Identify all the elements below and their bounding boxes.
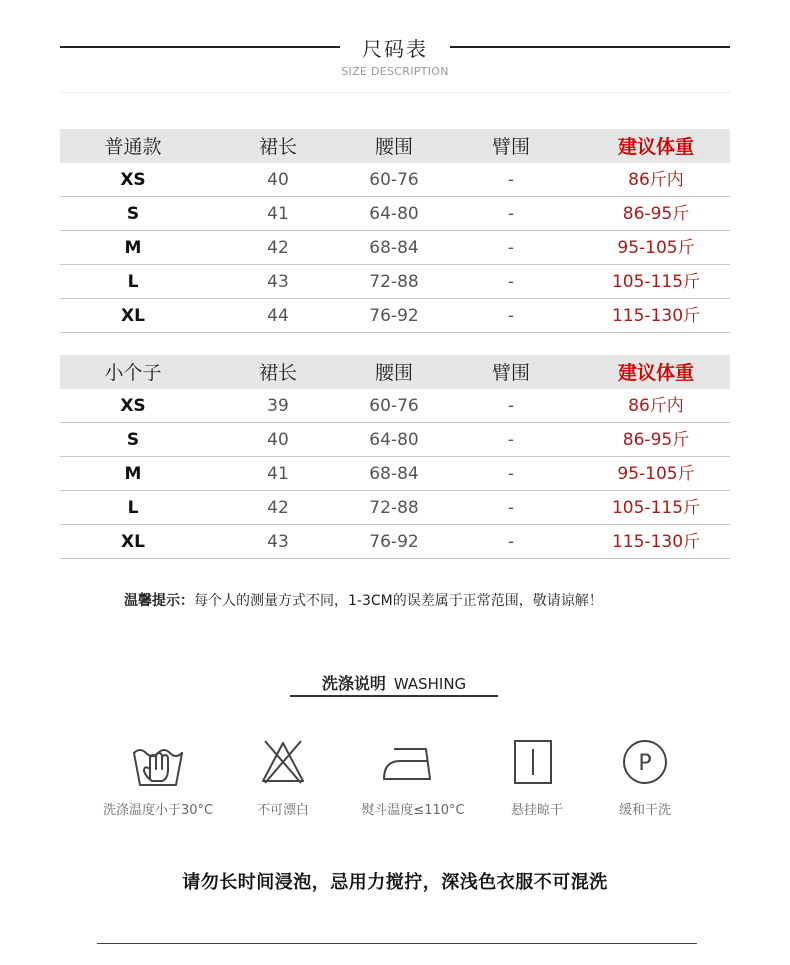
header-cell-weight: 建议体重 (617, 362, 695, 384)
header-cell-weight: 建议体重 (617, 136, 695, 158)
note-text: 每个人的测量方式不同，1-3CM的误差属于正常范围，敬请谅解！ (194, 593, 603, 609)
washing-underline (290, 695, 498, 697)
header-cell-style: 小个子 (104, 362, 162, 384)
length-cell: 40 (267, 170, 289, 190)
size-cell: L (127, 498, 139, 518)
washing-title-en: WASHING (393, 675, 467, 693)
length-cell: 42 (267, 238, 289, 258)
table-row (60, 389, 730, 423)
weight-cell: 86斤内 (628, 170, 684, 190)
header-cell-waist: 腰围 (374, 362, 414, 384)
waist-cell: 60-76 (369, 170, 419, 190)
size-cell: S (126, 430, 140, 450)
header-cell-length: 裙长 (258, 136, 298, 158)
table-row (60, 491, 730, 525)
table-row (60, 163, 730, 197)
waist-cell: 76-92 (369, 532, 419, 552)
note-label: 温馨提示： (124, 593, 194, 609)
page-subtitle: SIZE DESCRIPTION (341, 65, 449, 78)
size-cell: S (126, 204, 140, 224)
size-cell: XS (120, 170, 146, 190)
dry-clean-label: 缓和干洗 (618, 803, 672, 818)
svg-text:P: P (638, 751, 652, 776)
header-cell-arm: 臂围 (491, 136, 531, 158)
size-table-petite (60, 355, 730, 559)
washing-title-cn: 洗涤说明 (321, 674, 386, 693)
size-cell: XL (121, 532, 145, 552)
iron-label: 熨斗温度≤110°C (361, 803, 465, 818)
weight-cell: 115-130斤 (611, 306, 701, 326)
weight-cell: 86-95斤 (622, 204, 690, 224)
weight-cell: 105-115斤 (611, 498, 701, 518)
arm-cell: - (507, 532, 515, 552)
header-cell-arm: 臂围 (491, 362, 531, 384)
header-cell-length: 裙长 (258, 362, 298, 384)
arm-cell: - (507, 170, 515, 190)
length-cell: 40 (267, 430, 289, 450)
length-cell: 44 (267, 306, 289, 326)
waist-cell: 72-88 (369, 498, 419, 518)
arm-cell: - (507, 238, 515, 258)
size-table-regular (60, 129, 730, 333)
hang-dry-label: 悬挂晾干 (510, 803, 564, 818)
table-row (60, 265, 730, 299)
washing-instructions: 请勿长时间浸泡，忌用力搅拧，深浅色衣服不可混洗 (182, 872, 608, 893)
length-cell: 41 (267, 464, 289, 484)
length-cell: 43 (267, 532, 289, 552)
hand-wash-icon (128, 735, 188, 791)
header-cell-style: 普通款 (104, 136, 162, 158)
arm-cell: - (507, 498, 515, 518)
arm-cell: - (507, 272, 515, 292)
waist-cell: 64-80 (369, 430, 419, 450)
header-cell-waist: 腰围 (374, 136, 414, 158)
arm-cell: - (507, 204, 515, 224)
hang-dry-icon (503, 735, 563, 791)
divider (60, 92, 730, 93)
size-cell: XL (121, 306, 145, 326)
dry-clean-icon (615, 735, 675, 791)
table-row (60, 525, 730, 559)
size-cell: M (124, 238, 142, 258)
arm-cell: - (507, 396, 515, 416)
no-bleach-label: 不可漂白 (256, 803, 310, 818)
table-row (60, 197, 730, 231)
waist-cell: 68-84 (369, 464, 419, 484)
iron-icon (380, 735, 440, 791)
table-row (60, 423, 730, 457)
table-header-row (60, 129, 730, 163)
arm-cell: - (507, 306, 515, 326)
arm-cell: - (507, 430, 515, 450)
table-header-row (60, 355, 730, 389)
table-row (60, 299, 730, 333)
waist-cell: 68-84 (369, 238, 419, 258)
bottom-divider (97, 943, 697, 944)
table-row (60, 231, 730, 265)
length-cell: 42 (267, 498, 289, 518)
weight-cell: 86-95斤 (622, 430, 690, 450)
no-bleach-icon (253, 735, 313, 791)
weight-cell: 105-115斤 (611, 272, 701, 292)
waist-cell: 64-80 (369, 204, 419, 224)
size-cell: M (124, 464, 142, 484)
weight-cell: 95-105斤 (617, 238, 695, 258)
hand-wash-label: 洗涤温度小于30°C (102, 803, 214, 818)
size-cell: XS (120, 396, 146, 416)
page-title: 尺码表 (362, 37, 428, 61)
size-cell: L (127, 272, 139, 292)
waist-cell: 72-88 (369, 272, 419, 292)
weight-cell: 95-105斤 (617, 464, 695, 484)
length-cell: 43 (267, 272, 289, 292)
length-cell: 41 (267, 204, 289, 224)
arm-cell: - (507, 464, 515, 484)
weight-cell: 86斤内 (628, 396, 684, 416)
table-row (60, 457, 730, 491)
weight-cell: 115-130斤 (611, 532, 701, 552)
washing-title (290, 671, 498, 694)
waist-cell: 76-92 (369, 306, 419, 326)
length-cell: 39 (267, 396, 289, 416)
waist-cell: 60-76 (369, 396, 419, 416)
measurement-note (124, 590, 603, 610)
